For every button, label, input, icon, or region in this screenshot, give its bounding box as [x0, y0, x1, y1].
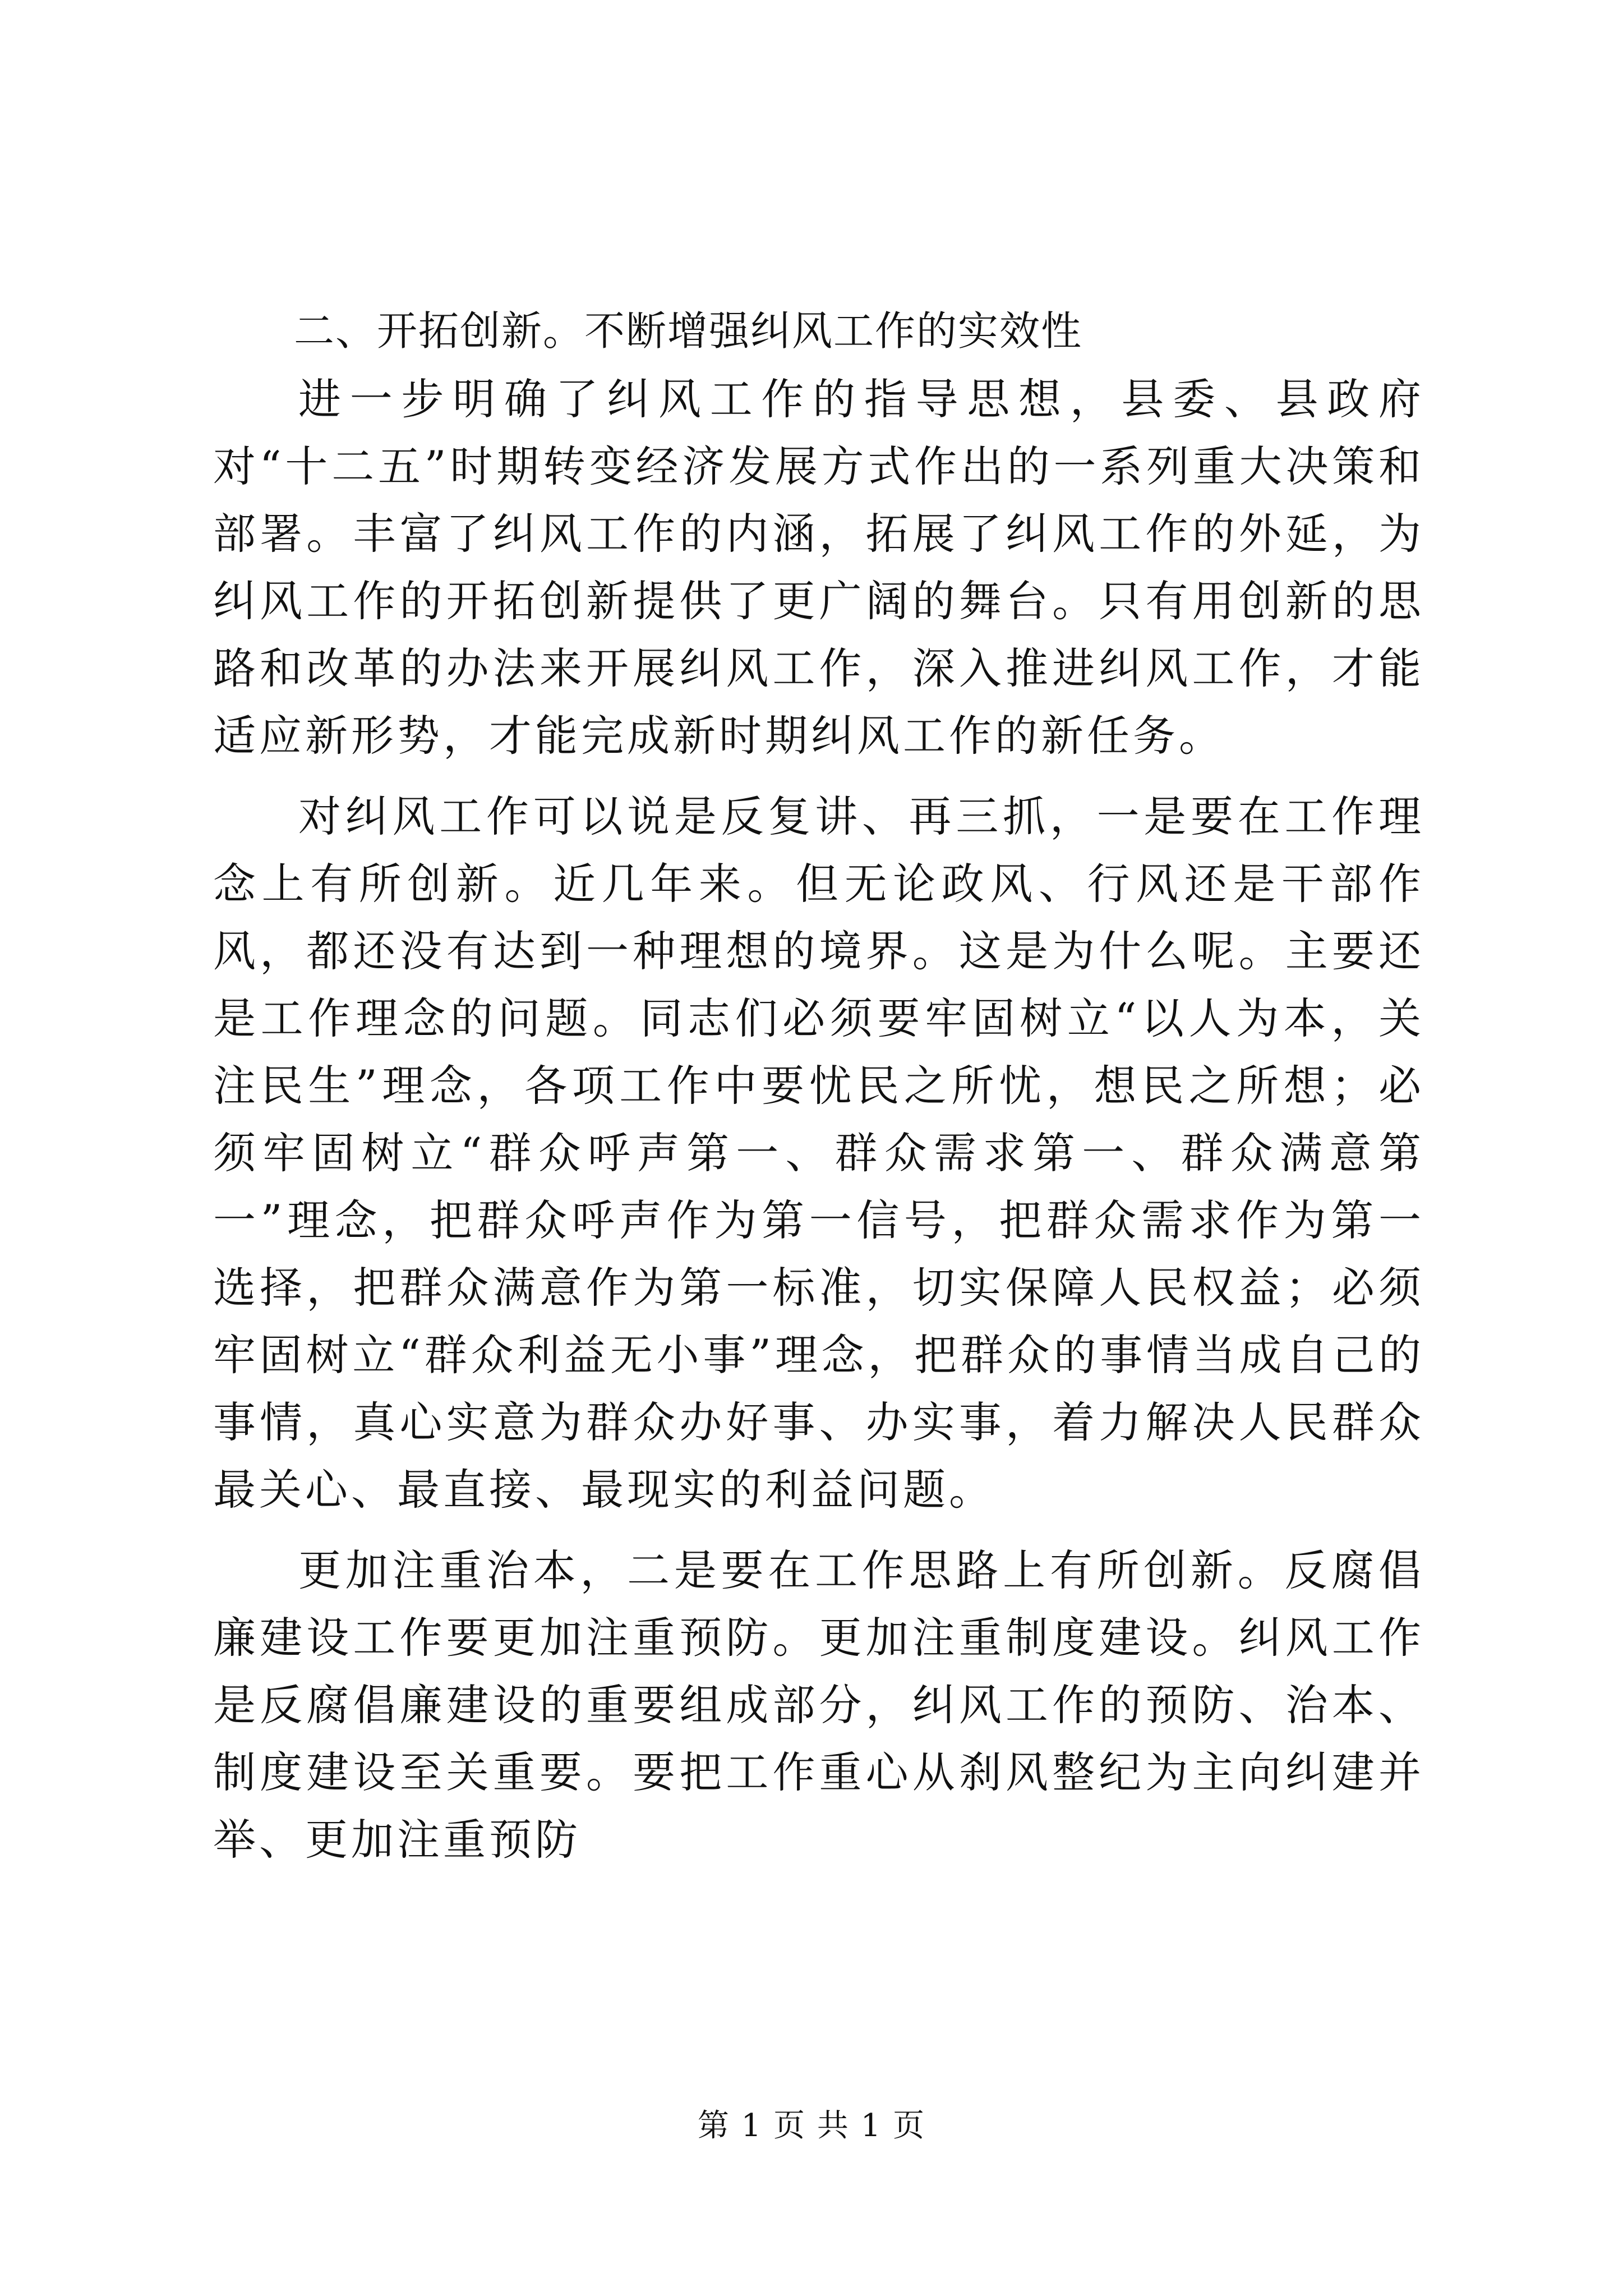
- section-heading: 二、开拓创新。不断增强纠风工作的实效性: [294, 307, 1083, 355]
- paragraph-1: 进一步明确了纠风工作的指导思想，县委、县政府对“十二五”时期转变经济发展方式作出的一系列重大决策和部署。丰富了纠风工作的内涵，拓展了纠风工作的外延，为纠风工作的开拓创新提供了更广阔的舞台。只有用创新的思路和改革的办法来开展纠风工作，深入推进纠风工作，才能适应新形势，才能完成新时期纠风工作的新任务。: [213, 374, 1424, 761]
- document-body: [213, 303, 1424, 1887]
- paragraph-2: 对纠风工作可以说是反复讲、再三抓，一是要在工作理念上有所创新。近几年来。但无论政风、行风还是干部作风，都还没有达到一种理想的境界。这是为什么呢。主要还是工作理念的问题。同志们必须要牢固树立“以人为本，关注民生”理念，各项工作中要忧民之所忧，想民之所想；必须牢固树立“群众呼声第一、群众需求第一、群众满意第一”理念，把群众呼声作为第一信号，把群众需求作为第一选择，把群众满意作为第一标准，切实保障人民权益；必须牢固树立“群众利益无小事”理念，把群众的事情当成自己的事情，真心实意为群众办好事、办实事，着力解决人民群众最关心、最直接、最现实的利益问题。: [213, 792, 1424, 1515]
- paragraph-3: 更加注重治本，二是要在工作思路上有所创新。反腐倡廉建设工作要更加注重预防。更加注重制度建设。纠风工作是反腐倡廉建设的重要组成部分，纠风工作的预防、治本、制度建设至关重要。要把工作重心从刹风整纪为主向纠建并举、更加注重预防: [213, 1545, 1424, 1865]
- page-number-footer: 第 1 页 共 1 页: [697, 2108, 926, 2144]
